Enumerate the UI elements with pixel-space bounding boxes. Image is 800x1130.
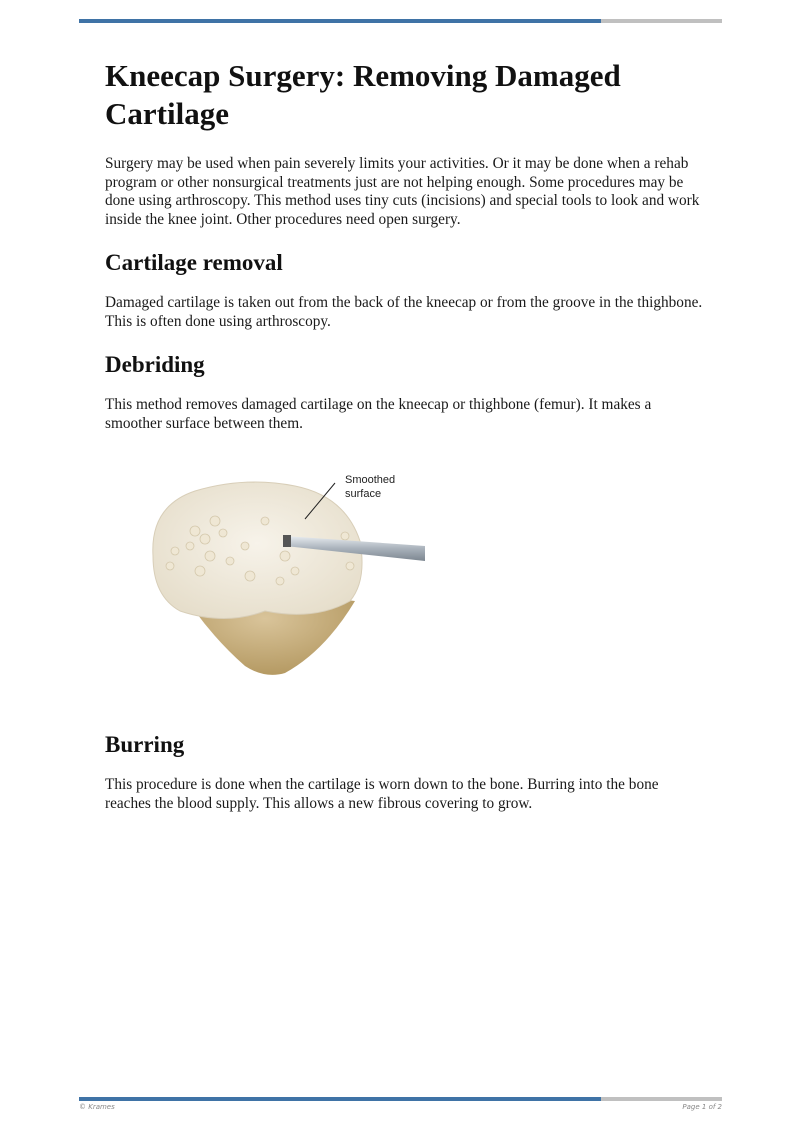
- kneecap-illustration: [135, 461, 425, 691]
- section-body-burring: This procedure is done when the cartilage is worn down to the bone. Burring into the bone reaches the blood supply. This allows a new fibrous covering to grow.: [105, 776, 659, 812]
- figure-callout: [345, 473, 395, 501]
- section-body-cartilage-removal: Damaged cartilage is taken out from the back of the kneecap or from the groove in the thighbone. This is often done using arthroscopy.: [105, 294, 703, 330]
- header-progress-bar: [79, 19, 722, 23]
- section-heading-burring: Burring: [105, 732, 185, 757]
- page-title: Kneecap Surgery: Removing Damaged Cartilage: [105, 58, 621, 131]
- header-progress-fill: [79, 19, 601, 23]
- document-body: [105, 57, 705, 833]
- footer-page-indicator: Page 1 of 2: [682, 1103, 722, 1111]
- callout-line-2: surface: [345, 488, 382, 500]
- intro-paragraph: Surgery may be used when pain severely limits your activities. Or it may be done when a rehab program or other nonsurgical treatments just are not helping enough. Some procedures may be done using arthroscopy. This method uses tiny cuts (incisions) and special tools to look and work inside the knee joint. Other procedures need open surgery.: [105, 155, 700, 228]
- callout-line-1: Smoothed: [345, 474, 396, 486]
- section-heading-debriding: Debriding: [105, 352, 205, 377]
- section-heading-cartilage-removal: Cartilage removal: [105, 250, 283, 275]
- footer-progress-bar: [79, 1097, 722, 1101]
- section-body-debriding: This method removes damaged cartilage on the kneecap or thighbone (femur). It makes a smoother surface between them.: [105, 396, 652, 432]
- footer-progress-fill: [79, 1097, 601, 1101]
- footer-copyright: © Krames: [79, 1103, 115, 1111]
